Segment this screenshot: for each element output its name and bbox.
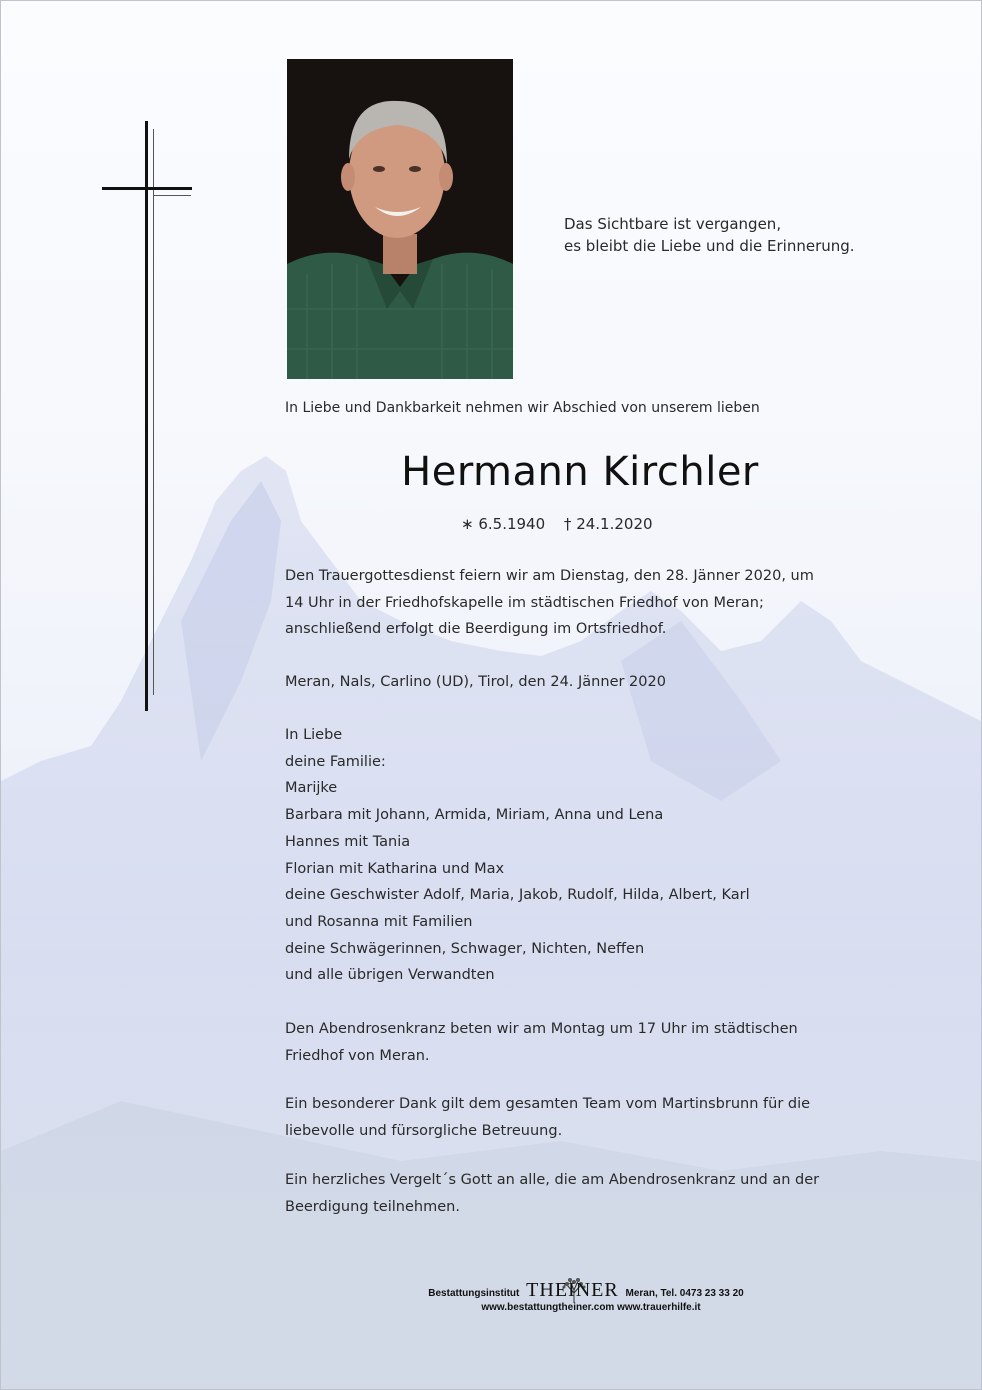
- place-and-date: Meran, Nals, Carlino (UD), Tirol, den 24. Jänner 2020: [285, 674, 666, 690]
- footer-websites: www.bestattungtheiner.com www.trauerhilfe.it: [481, 1302, 701, 1313]
- thanks-line: liebevolle und fürsorgliche Betreuung.: [285, 1122, 563, 1139]
- family-line: Barbara mit Johann, Armida, Miriam, Anna und Lena: [285, 807, 664, 824]
- family-line: und Rosanna mit Familien: [285, 913, 473, 930]
- family-line: Marijke: [285, 780, 338, 797]
- service-line: anschließend erfolgt die Beerdigung im Ortsfriedhof.: [285, 621, 667, 637]
- family-line: deine Geschwister Adolf, Maria, Jakob, Rudolf, Hilda, Albert, Karl: [285, 887, 750, 904]
- service-paragraph: [285, 563, 870, 643]
- footer-contact: Meran, Tel. 0473 23 33 20: [625, 1288, 744, 1299]
- quote-line: es bleibt die Liebe und die Erinnerung.: [564, 237, 855, 255]
- cross-icon-crossbar: [102, 187, 192, 190]
- portrait-photo: [287, 59, 513, 379]
- quote-line: Das Sichtbare ist vergangen,: [564, 215, 782, 233]
- funeral-home-brand: THEINER: [526, 1279, 619, 1301]
- family-line: In Liebe: [285, 727, 343, 743]
- life-dates: [461, 515, 667, 533]
- rosary-line: Den Abendrosenkranz beten wir am Montag um 17 Uhr im städtischen: [285, 1021, 798, 1037]
- service-line: 14 Uhr in der Friedhofskapelle im städtischen Friedhof von Meran;: [285, 594, 764, 611]
- family-line: Hannes mit Tania: [285, 833, 411, 850]
- family-line: deine Familie:: [285, 753, 386, 770]
- family-line: und alle übrigen Verwandten: [285, 967, 495, 984]
- cross-icon-shadow-horizontal: [153, 195, 191, 196]
- deceased-name: Hermann Kirchler: [401, 449, 759, 495]
- farewell-intro: In Liebe und Dankbarkeit nehmen wir Abschied von unserem lieben: [285, 400, 760, 416]
- birth-date: ∗ 6.5.1940: [461, 515, 546, 533]
- memorial-quote: [564, 213, 855, 257]
- closing-line: Ein herzliches Vergelt´s Gott an alle, die am Abendrosenkranz und an der: [285, 1172, 820, 1188]
- family-line: Florian mit Katharina und Max: [285, 860, 505, 877]
- footer-prefix: Bestattungsinstitut: [428, 1288, 520, 1299]
- cross-icon: [145, 121, 148, 711]
- family-list: [285, 722, 870, 989]
- thanks-line: Ein besonderer Dank gilt dem gesamten Team vom Martinsbrunn für die: [285, 1096, 811, 1112]
- service-line: Den Trauergottesdienst feiern wir am Dienstag, den 28. Jänner 2020, um: [285, 568, 814, 584]
- family-line: deine Schwägerinnen, Schwager, Nichten, Neffen: [285, 940, 645, 957]
- closing-paragraph: [285, 1167, 870, 1220]
- rosary-paragraph: [285, 1016, 870, 1069]
- cross-icon-shadow-vertical: [153, 129, 154, 695]
- rosary-line: Friedhof von Meran.: [285, 1047, 430, 1064]
- closing-line: Beerdigung teilnehmen.: [285, 1198, 460, 1215]
- thanks-paragraph: [285, 1091, 870, 1144]
- funeral-home-footer: [1, 1279, 981, 1313]
- death-date: † 24.1.2020: [563, 515, 653, 533]
